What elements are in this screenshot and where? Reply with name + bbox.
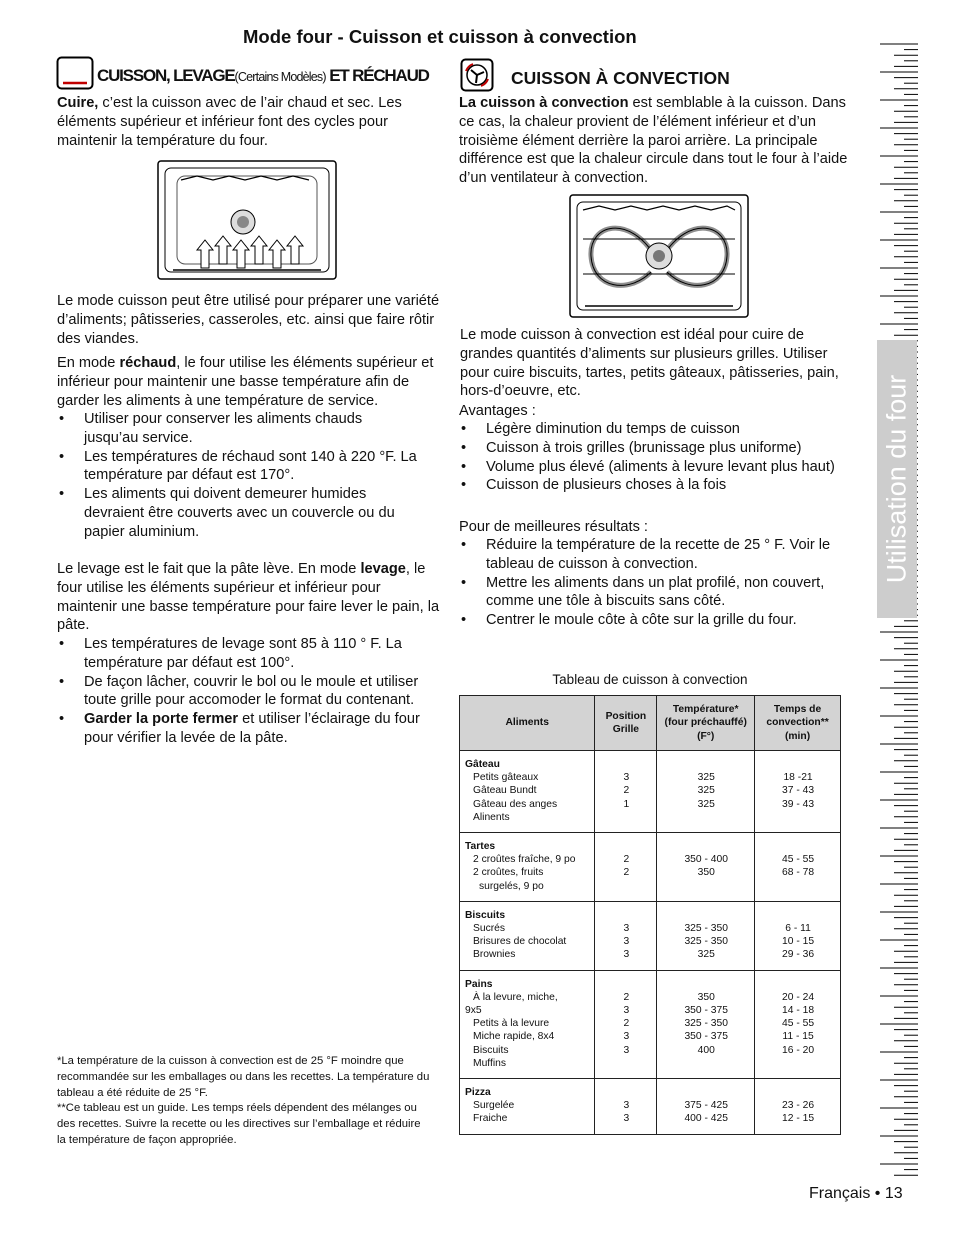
table-row: Biscuits Sucrés Brisures de chocolat Brownies 3 3 3 325 - 350 325 - 350 325 6 - 11 10 - 15 29 - 36 [460, 901, 841, 970]
best-results-list [459, 536, 839, 630]
list-item: • Les températures de réchaud sont 140 à 220 °F. La température par défaut est 170°. [57, 448, 417, 486]
list-item: • Mettre les aliments dans un plat profilé, non couvert, comme une tôle à biscuits sans côté. [459, 574, 839, 612]
footnotes [57, 1054, 432, 1149]
bake-section-header: CUISSON, LEVAGE(Certains Modèles) ET RÉCHAUD [97, 66, 429, 85]
oven-diagram [157, 160, 337, 280]
convection-section-header: CUISSON À CONVECTION [511, 68, 730, 88]
table-caption: Tableau de cuisson à convection [552, 672, 748, 687]
warm-paragraph: En mode réchaud, le four utilise les éléments supérieur et inférieur pour maintenir une basse température afin de garder les aliments à une température de service. [57, 355, 434, 409]
table-header-row [460, 696, 841, 751]
convection-fan-icon [460, 58, 494, 92]
table-row: Tartes 2 croûtes fraîche, 9 po 2 croûtes, fruits surgelés, 9 po 2 2 350 - 400 350 45 - 55 68 - 78 [460, 833, 841, 902]
header-position: Position Grille [595, 696, 657, 751]
list-item: • Volume plus élevé (aliments à levure levant plus haut) [459, 458, 839, 477]
table-row: Pizza Surgelée Fraiche 3 3 375 - 425 400 - 425 23 - 26 12 - 15 [460, 1079, 841, 1135]
table-row: Pains À la levure, miche, 9x5 Petits à la levure Miche rapide, 8x4 Biscuits Muffins 2 3 2 3 3 350 350 - 375 325 - 350 350 - 375 400 20 - 24 14 - 18 45 - 55 11 - 15 16 - 20 [460, 970, 841, 1078]
list-item: • Les aliments qui doivent demeurer humides devraient être couverts avec un couvercle ou du papier aluminium. [57, 485, 417, 541]
list-item: • Centrer le moule côte à côte sur la grille du four. [459, 611, 839, 630]
page-title: Mode four - Cuisson et cuisson à convection [243, 26, 637, 47]
footnote-guide: **Ce tableau est un guide. Les temps réels dépendent des mélanges ou des recettes. Suivre la recette ou les directives sur l’emballage et réduire la température de façon appropriée. [57, 1102, 421, 1146]
advantages-list [459, 420, 839, 495]
proof-bullets [57, 635, 443, 748]
best-results-label: Pour de meilleures résultats : [459, 519, 648, 535]
header-time: Temps de convection** (min) [755, 696, 841, 751]
proof-paragraph: Le levage est le fait que la pâte lève. En mode levage, le four utilise les éléments supérieur et inférieur pour maintenir une basse température pour faire lever le pain, la pâte. [57, 561, 440, 634]
list-item: • Cuisson de plusieurs choses à la fois [459, 476, 839, 495]
list-item: • Cuisson à trois grilles (brunissage plus uniforme) [459, 439, 839, 458]
bake-intro: Cuire, c’est la cuisson avec de l’air chaud et sec. Les éléments supérieur et inférieur font des cycles pour maintenir la température du four. [57, 95, 402, 149]
bake-paragraph-2: Le mode cuisson peut être utilisé pour préparer une variété d’aliments; pâtisseries, casseroles, etc. ainsi que faire rôtir des viandes. [57, 293, 440, 347]
convection-intro: La cuisson à convection est semblable à la cuisson. Dans ce cas, la chaleur provient de l’élément inférieur et d’un troisième élément derrière la paroi arrière. La principale différence est que la chaleur circule dans tout le four à l’aide d’un ventilateur à convection. [459, 95, 848, 187]
table-row: Gâteau Petits gâteaux Gâteau Bundt Gâteau des anges Alinents 3 2 1 325 325 325 18 -21 37 - 43 39 - 43 [460, 751, 841, 833]
list-item: • Les températures de levage sont 85 à 110 ° F. La température par défaut est 100°. [57, 635, 424, 673]
convection-paragraph-2: Le mode cuisson à convection est idéal pour cuire de grandes quantités d’aliments sur plusieurs grilles. Utiliser pour cuire biscuits, tartes, petits gâteaux, pâtisseries, pain, hors-d’oeuvre, etc. [460, 327, 839, 400]
list-item: • Garder la porte fermer et utiliser l’éclairage du four pour vérifier la levée de la pâte. [57, 710, 443, 748]
section-tab [877, 340, 917, 618]
list-item: • Utiliser pour conserver les aliments chauds jusqu’au service. [57, 410, 417, 448]
advantages-label: Avantages : [459, 403, 536, 419]
page-footer: Français • 13 [809, 1185, 903, 1202]
convection-table [459, 695, 841, 1135]
footnote-temperature: *La température de la cuisson à convection est de 25 °F moindre que recommandée sur les emballages ou dans les recettes. La température du tableau a été réduite de 25 °F. [57, 1055, 430, 1099]
bake-icon [56, 56, 94, 90]
warm-bullets [57, 410, 417, 542]
list-item: • Réduire la température de la recette de 25 ° F. Voir le tableau de cuisson à convection. [459, 536, 839, 574]
header-temperature: Température* (four préchauffé) (F°) [657, 696, 755, 751]
list-item: • De façon lâcher, couvrir le bol ou le moule et utiliser toute grille pour accomoder le format du contenant. [57, 673, 443, 711]
convection-oven-diagram [569, 194, 749, 318]
list-item: • Légère diminution du temps de cuisson [459, 420, 839, 439]
section-tab-label: Utilisation du four [881, 374, 912, 584]
header-aliments: Aliments [460, 696, 595, 751]
